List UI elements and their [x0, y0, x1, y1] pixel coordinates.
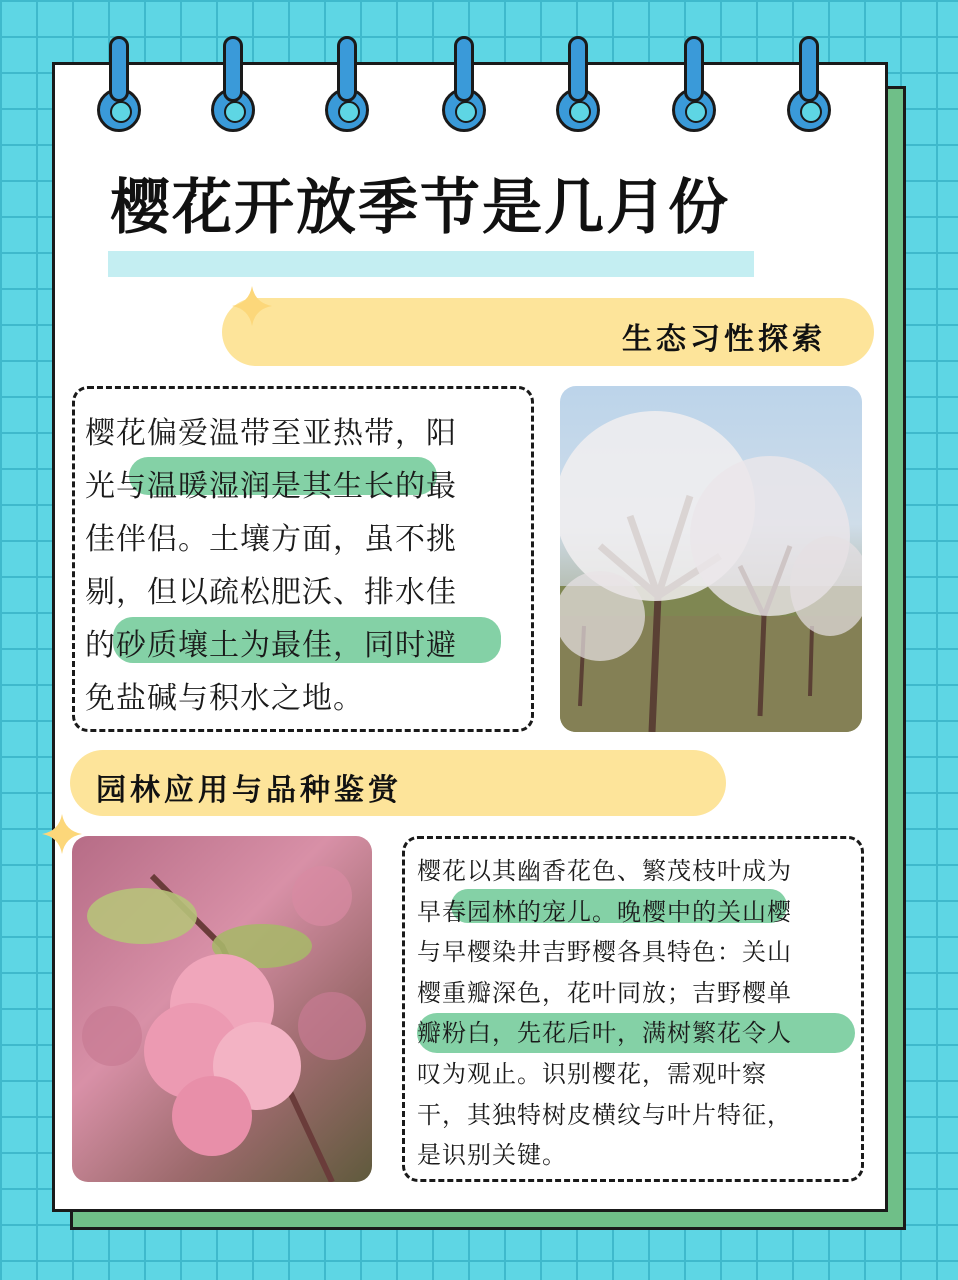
text-line: 早春园林的宠儿。晚樱中的关山樱	[417, 897, 792, 926]
text-box	[402, 836, 864, 1182]
text-line: 免盐碱与积水之地。	[85, 681, 364, 716]
cherry-tree-photo	[560, 386, 862, 732]
paragraph	[85, 407, 529, 725]
binder-ring	[451, 36, 477, 134]
title-underline	[108, 251, 754, 277]
text-line: 叹为观止。识别樱花，需观叶察	[417, 1059, 767, 1088]
text-box	[72, 386, 534, 732]
binder-ring	[681, 36, 707, 134]
binder-ring	[334, 36, 360, 134]
section-heading-pill	[70, 750, 726, 816]
binder-ring	[106, 36, 132, 134]
binder-ring	[796, 36, 822, 134]
text-line: 樱花偏爱温带至亚热带，阳	[85, 416, 457, 451]
text-line: 是识别关键。	[417, 1141, 567, 1170]
section-heading: 园林应用与品种鉴赏	[96, 773, 402, 808]
paragraph	[417, 851, 857, 1176]
sparkle-icon	[230, 284, 274, 328]
binder-ring	[565, 36, 591, 134]
text-line: 的砂质壤土为最佳，同时避	[85, 628, 457, 663]
text-line: 干，其独特树皮横纹与叶片特征，	[417, 1100, 792, 1129]
text-line: 剔，但以疏松肥沃、排水佳	[85, 575, 457, 610]
text-line: 与早樱染井吉野樱各具特色：关山	[417, 938, 792, 967]
pink-cherry-blossom-photo	[72, 836, 372, 1182]
text-line: 佳伴侣。土壤方面，虽不挑	[85, 522, 457, 557]
page-title: 樱花开放季节是几月份	[110, 173, 730, 243]
text-line: 樱花以其幽香花色、繁茂枝叶成为	[417, 857, 792, 885]
text-line: 光与温暖湿润是其生长的最	[85, 469, 457, 504]
section-heading: 生态习性探索	[622, 322, 826, 357]
text-line: 瓣粉白，先花后叶，满树繁花令人	[417, 1019, 792, 1048]
text-line: 樱重瓣深色，花叶同放；吉野樱单	[417, 978, 792, 1007]
section-heading-pill	[222, 298, 874, 366]
binder-ring	[220, 36, 246, 134]
